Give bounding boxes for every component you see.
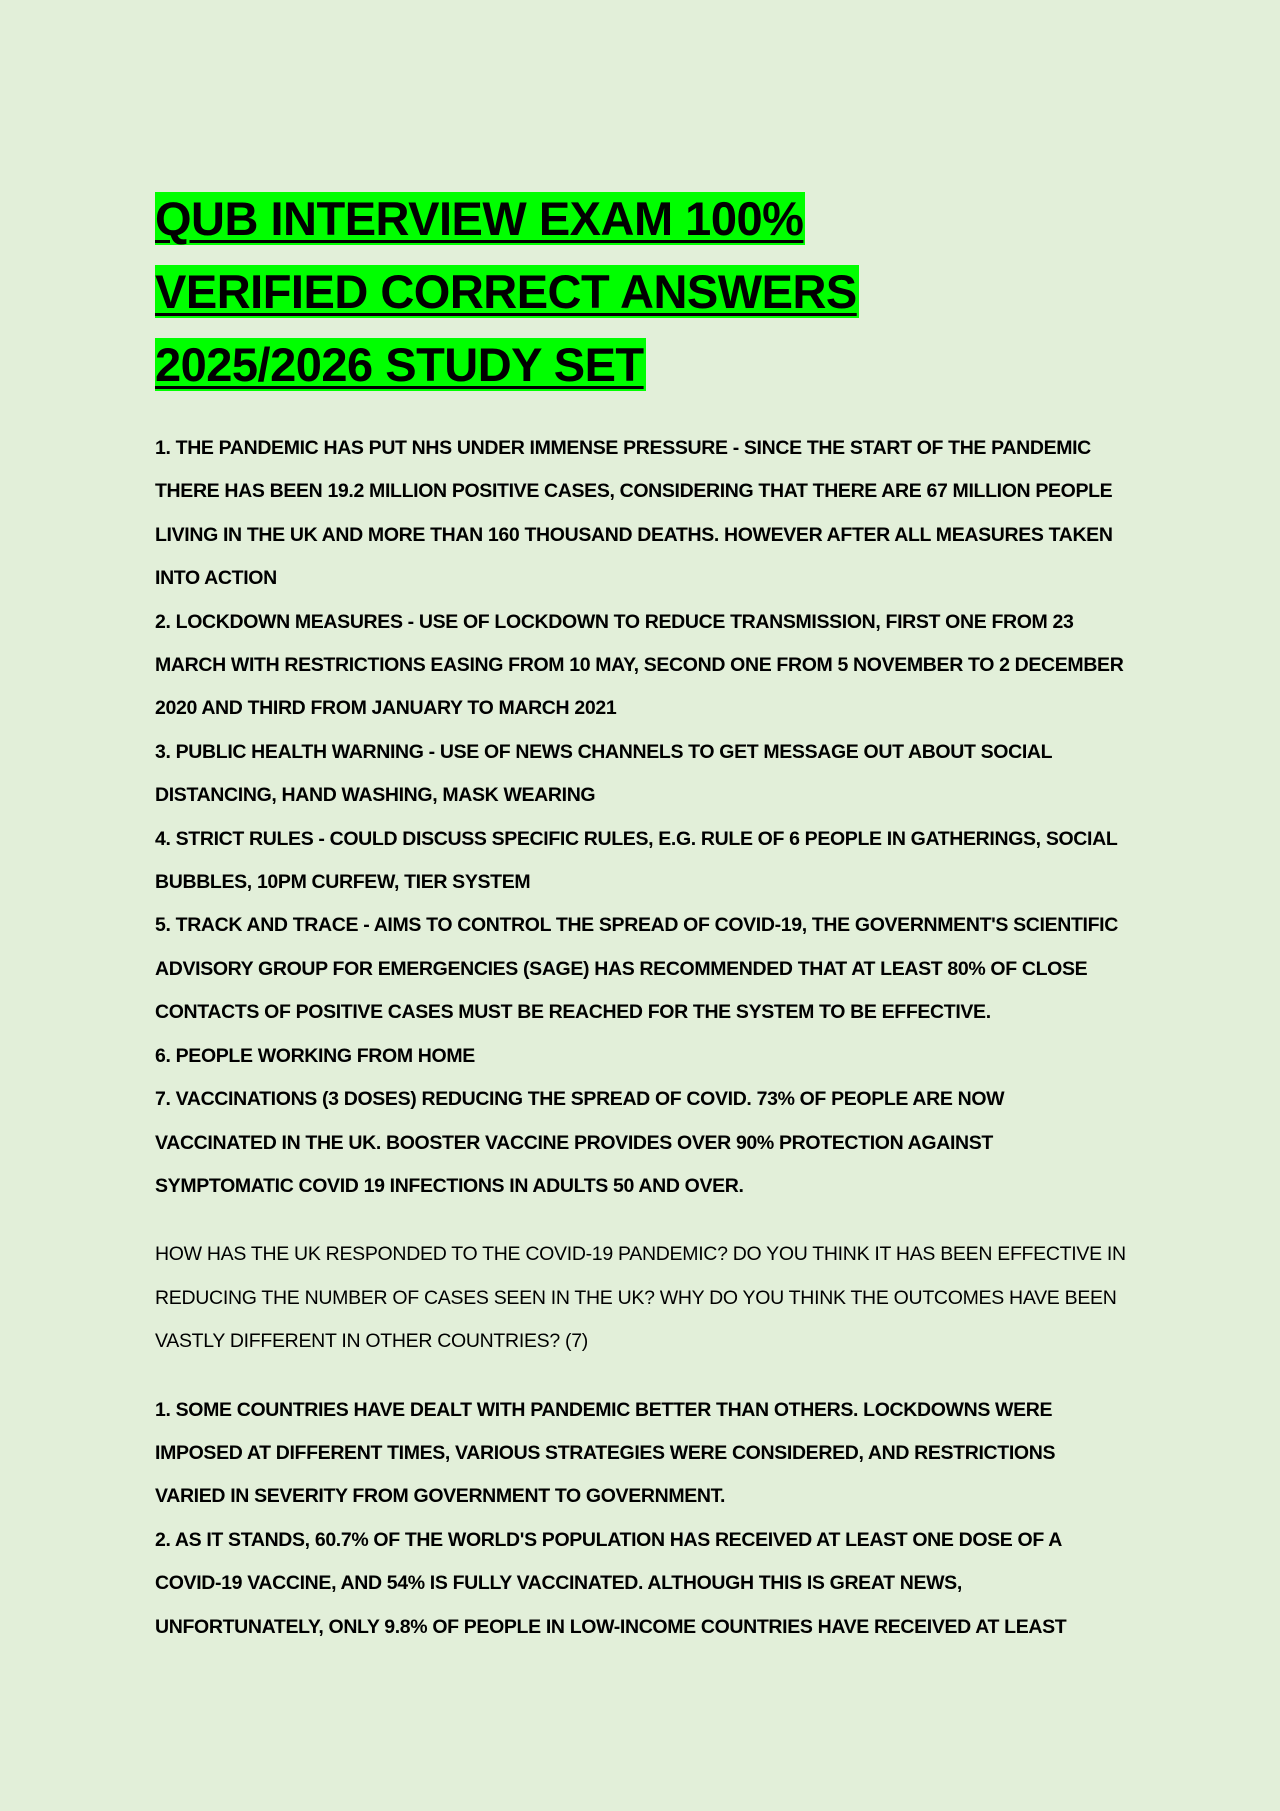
answer-item: 2. AS IT STANDS, 60.7% OF THE WORLD'S POPULATION HAS RECEIVED AT LEAST ONE DOSE OF A COVID-19 VACCINE, AND 54% IS FULLY VACCINATED. ALTHOUGH THIS IS GREAT NEWS, UNFORTUNATELY, ONLY 9.8% OF PEOPLE IN LOW-INCOME COUNTRIES HAVE RECEIVED AT LEAST: [155, 1528, 1067, 1638]
answer-item: 1. SOME COUNTRIES HAVE DEALT WITH PANDEMIC BETTER THAN OTHERS. LOCKDOWNS WERE IMPOSED AT DIFFERENT TIMES, VARIOUS STRATEGIES WERE CONSIDERED, AND RESTRICTIONS VARIED IN SEVERITY FROM GOVERNMENT TO GOVERNMENT.: [155, 1398, 1056, 1508]
answer-list-1: [155, 427, 1130, 1208]
title-line-1: QUB INTERVIEW EXAM 100%: [155, 192, 804, 245]
answer-item: 6. PEOPLE WORKING FROM HOME: [155, 1044, 475, 1067]
document-title: [155, 182, 915, 401]
document-content: [155, 182, 1130, 1649]
title-line-2: VERIFIED CORRECT ANSWERS: [155, 265, 857, 318]
answer-item: 7. VACCINATIONS (3 DOSES) REDUCING THE SPREAD OF COVID. 73% OF PEOPLE ARE NOW VACCINATED IN THE UK. BOOSTER VACCINE PROVIDES OVER 90% PROTECTION AGAINST SYMPTOMATIC COVID 19 INFECTIONS IN ADULTS 50 AND OVER.: [155, 1088, 1005, 1197]
answer-item: 1. THE PANDEMIC HAS PUT NHS UNDER IMMENSE PRESSURE - SINCE THE START OF THE PANDEMIC THERE HAS BEEN 19.2 MILLION POSITIVE CASES, CONSIDERING THAT THERE ARE 67 MILLION PEOPLE LIVING IN THE UK AND MORE THAN 160 THOUSAND DEATHS. HOWEVER AFTER ALL MEASURES TAKEN INTO ACTION: [155, 437, 1113, 590]
answer-item: 2. LOCKDOWN MEASURES - USE OF LOCKDOWN TO REDUCE TRANSMISSION, FIRST ONE FROM 23 MARCH WITH RESTRICTIONS EASING FROM 10 MAY, SECOND ONE FROM 5 NOVEMBER TO 2 DECEMBER 2020 AND THIRD FROM JANUARY TO MARCH 2021: [155, 610, 1124, 720]
title-line-3: 2025/2026 STUDY SET: [155, 338, 644, 391]
question-text: HOW HAS THE UK RESPONDED TO THE COVID-19 PANDEMIC? DO YOU THINK IT HAS BEEN EFFECTIVE IN REDUCING THE NUMBER OF CASES SEEN IN THE UK? WHY DO YOU THINK THE OUTCOMES HAVE BEEN VASTLY DIFFERENT IN OTHER COUNTRIES? (7): [155, 1243, 1126, 1353]
answer-item: 4. STRICT RULES - COULD DISCUSS SPECIFIC RULES, E.G. RULE OF 6 PEOPLE IN GATHERINGS, SOCIAL BUBBLES, 10PM CURFEW, TIER SYSTEM: [155, 827, 1118, 894]
answer-item: 3. PUBLIC HEALTH WARNING - USE OF NEWS CHANNELS TO GET MESSAGE OUT ABOUT SOCIAL DISTANCING, HAND WASHING, MASK WEARING: [155, 740, 1052, 807]
answer-list-2: [155, 1389, 1130, 1649]
answer-item: 5. TRACK AND TRACE - AIMS TO CONTROL THE SPREAD OF COVID-19, THE GOVERNMENT'S SCIENTIFIC ADVISORY GROUP FOR EMERGENCIES (SAGE) HAS RECOMMENDED THAT AT LEAST 80% OF CLOSE CONTACTS OF POSITIVE CASES MUST BE REACHED FOR THE SYSTEM TO BE EFFECTIVE.: [155, 914, 1118, 1024]
